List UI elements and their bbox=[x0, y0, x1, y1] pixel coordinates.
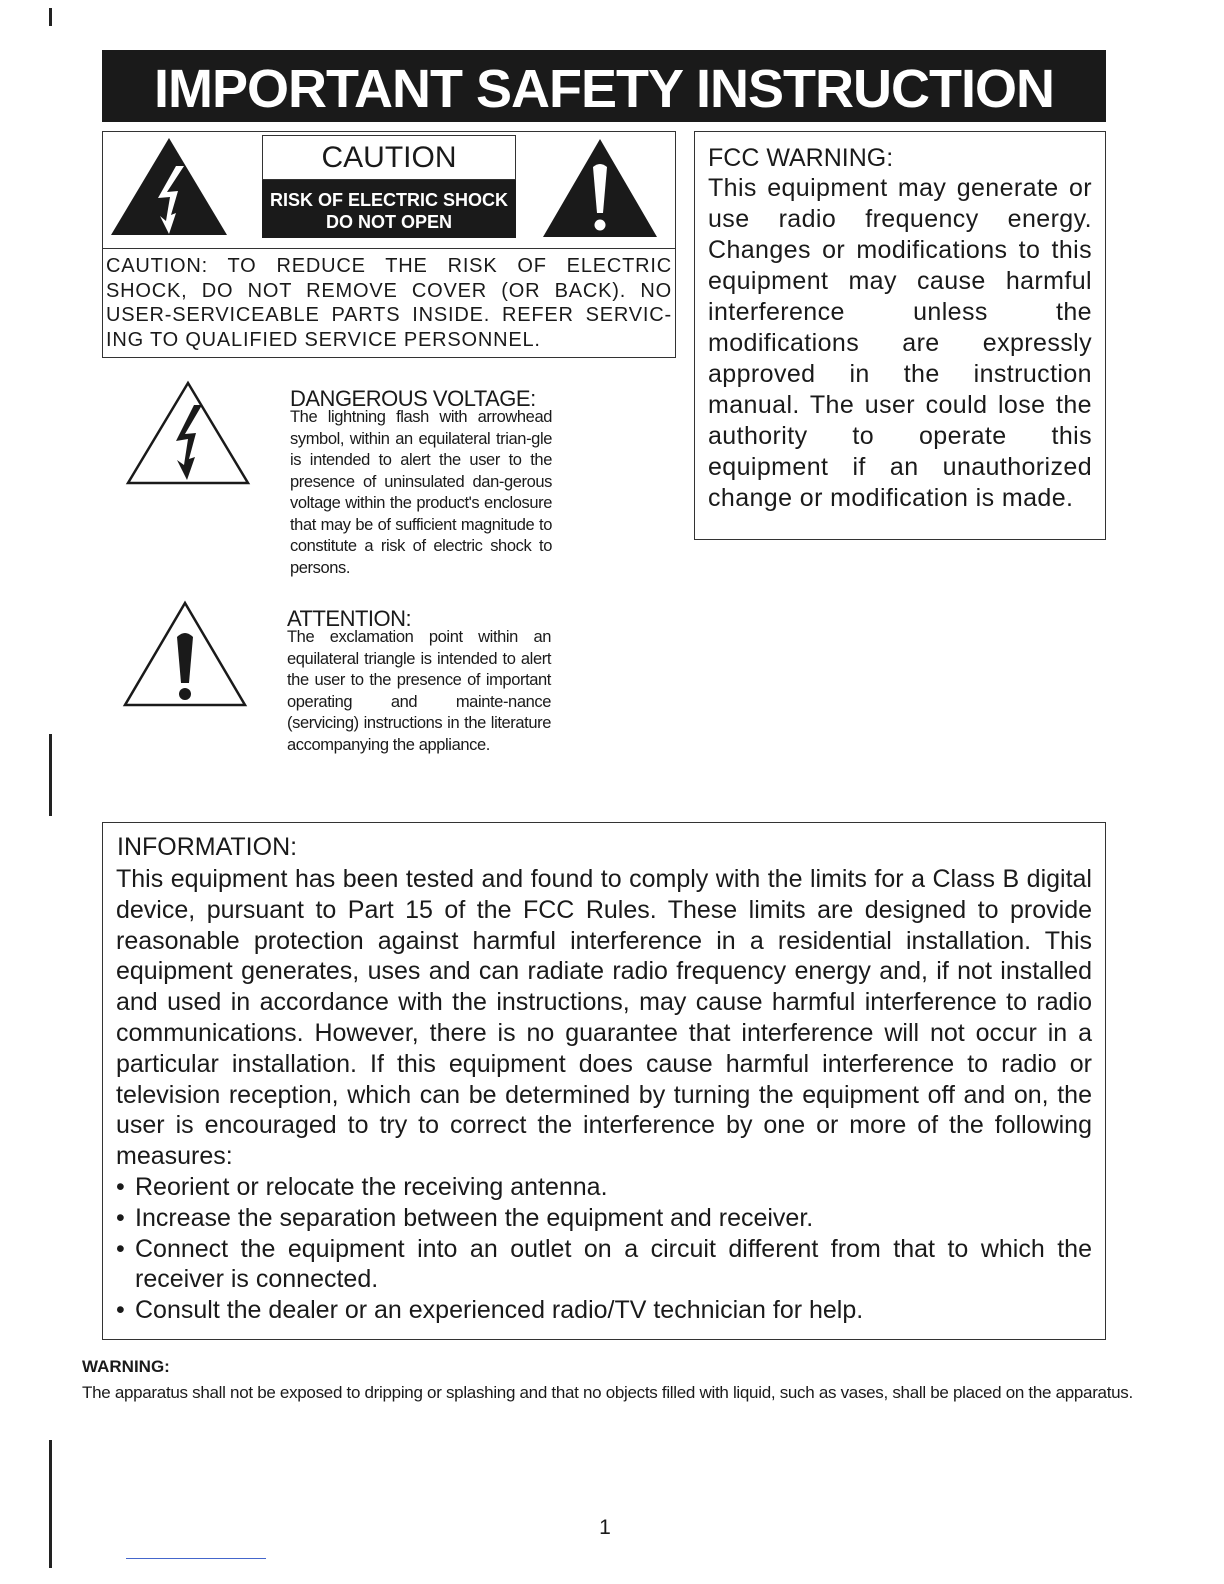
page-title: IMPORTANT SAFETY INSTRUCTION bbox=[102, 50, 1106, 122]
attention-text: The exclamation point within an equilateral triangle is intended to alert the user to the presence of important operating and mainte-nance (servicing) instructions in the literature accompanying the appliance. bbox=[287, 628, 551, 754]
information-heading: INFORMATION: bbox=[117, 833, 298, 861]
binding-edge-mark bbox=[49, 1440, 52, 1568]
warning-heading: WARNING: bbox=[82, 1357, 170, 1376]
shock-warning-label bbox=[262, 180, 516, 238]
fcc-warning-heading: FCC WARNING: bbox=[708, 144, 894, 172]
lightning-triangle-outline-icon bbox=[124, 379, 252, 487]
caution-text: CAUTION: TO REDUCE THE RISK OF ELECTRIC SHOCK, DO NOT REMOVE COVER (OR BACK). NO USER-SERVICEABLE PARTS INSIDE. REFER SERVIC-ING TO QUALIFIED SERVICE PERSONNEL. bbox=[106, 255, 672, 351]
caution-divider bbox=[102, 248, 676, 249]
fcc-warning-text: This equipment may generate or use radio frequency energy. Changes or modifications to this equipment may cause harmful interference unless the modifications are expressly approved in the instruction manual. The user could lose the authority to operate this equipment if an unauthorized change or modification is made. bbox=[708, 174, 1092, 512]
information-body: This equipment has been tested and found to comply with the limits for a Class B digital device, pursuant to Part 15 of the FCC Rules. These limits are designed to provide reasonable protection against harmful interference in a residential installation. This equipment generates, uses and can radiate radio frequency energy and, if not installed and used in accordance with the instructions, may cause harmful interference to radio communications. However, there is no guarantee that interference will not occur in a particular installation. If this equipment does cause harmful interference to radio or television reception, which can be determined by turning the equipment off and on, the user is encouraged to try to correct the interference by one or more of the following measures: bbox=[116, 865, 1092, 1171]
dangerous-voltage-heading: DANGEROUS VOLTAGE: bbox=[290, 386, 536, 411]
information-measures-list bbox=[116, 1172, 1092, 1326]
exclamation-triangle-outline-icon bbox=[122, 599, 248, 709]
shock-warning-line-1: RISK OF ELECTRIC SHOCK bbox=[269, 190, 508, 210]
exclamation-triangle-icon bbox=[541, 137, 659, 239]
list-item: • Reorient or relocate the receiving antenna. bbox=[116, 1172, 1092, 1203]
page-number: 1 bbox=[599, 1516, 611, 1539]
attention-heading: ATTENTION: bbox=[287, 606, 412, 631]
caution-label: CAUTION bbox=[262, 135, 516, 180]
lightning-triangle-icon bbox=[108, 136, 230, 238]
binding-edge-mark bbox=[49, 8, 52, 26]
list-item: • Consult the dealer or an experienced radio/TV technician for help. bbox=[116, 1295, 1092, 1326]
list-item: • Connect the equipment into an outlet on a circuit different from that to which the receiver is connected. bbox=[116, 1234, 1092, 1296]
dangerous-voltage-text: The lightning flash with arrowhead symbol, within an equilateral trian-gle is intended to alert the user to the presence of uninsulated dan-gerous voltage within the product's enclosure that may be of sufficient magnitude to constitute a risk of electric shock to persons. bbox=[290, 408, 552, 577]
binding-edge-mark bbox=[49, 734, 52, 816]
warning-text: The apparatus shall not be exposed to dripping or splashing and that no objects filled with liquid, such as vases, shall be placed on the apparatus. bbox=[82, 1383, 1133, 1402]
shock-warning-line-2: DO NOT OPEN bbox=[325, 212, 452, 232]
footer-rule bbox=[126, 1558, 266, 1559]
list-item: • Increase the separation between the equipment and receiver. bbox=[116, 1203, 1092, 1234]
